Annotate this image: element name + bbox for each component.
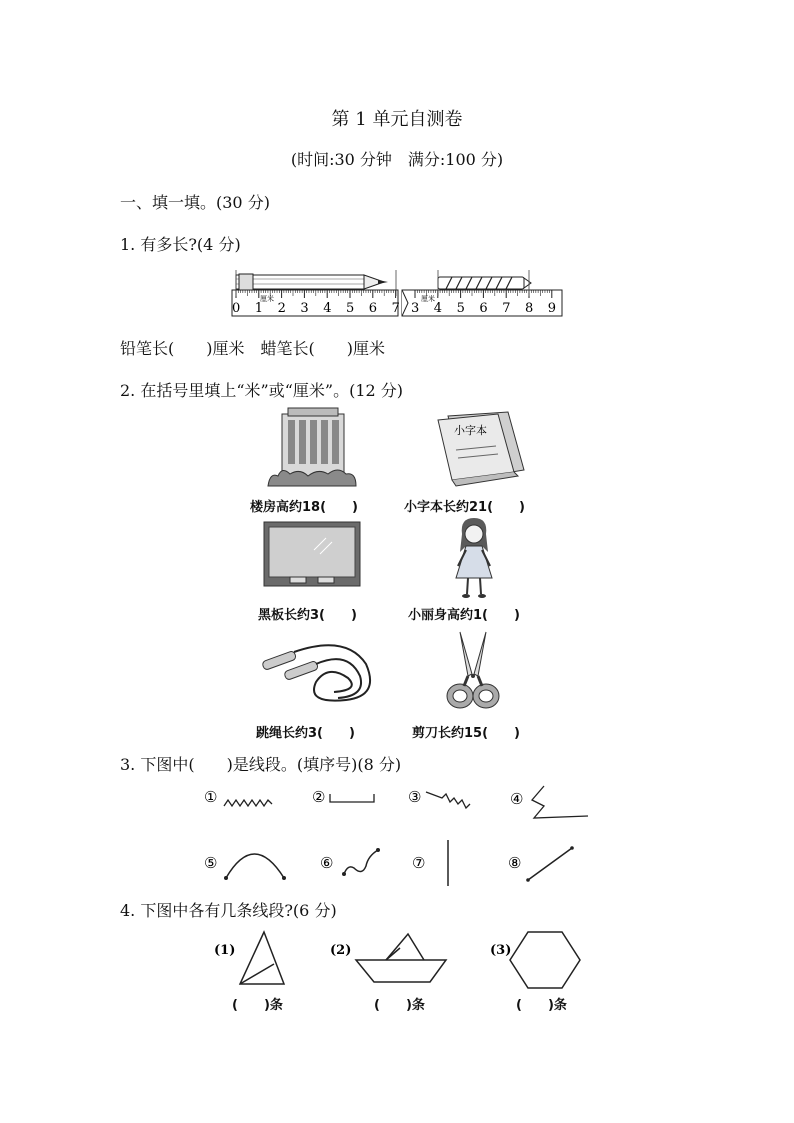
rulers-figure [226,266,568,322]
ruler-label: 6 [368,301,378,316]
ruler-label: 8 [525,301,534,316]
pencil-icon [236,274,388,290]
ruler-label: 4 [433,301,443,316]
scissors-icon [442,630,504,714]
answer-1: ( )条 [232,998,283,1013]
question-3-prompt: 3. 下图中( )是线段。(填序号)(8 分) [120,755,402,774]
marker-3: ③ [408,788,422,806]
ruler-label: 7 [391,301,400,316]
right-ruler [402,290,562,316]
ruler-label: 9 [547,301,557,316]
crayon-icon [438,277,531,289]
section-heading: 一、填一填。(30 分) [120,193,270,212]
marker-1: ① [204,788,218,806]
caption-scissors: 剪刀长约15( ) [412,726,520,741]
notebook-icon [434,410,526,490]
answer-2: ( )条 [374,998,425,1013]
ruler-label: 3 [411,301,420,316]
question-4-prompt: 4. 下图中各有几条线段?(6 分) [120,901,337,920]
left-ruler [232,290,400,316]
question-1-prompt: 1. 有多长?(4 分) [120,235,241,254]
marker-7: ⑦ [412,854,426,872]
figure-label-2: (2) [330,943,352,958]
ruler-label: 1 [254,301,264,316]
blackboard-icon [262,520,362,590]
ruler-label: 3 [300,301,309,316]
figure-label-3: (3) [490,943,512,958]
marker-8: ⑧ [508,854,522,872]
caption-building: 楼房高约18( ) [250,500,358,515]
page-title: 第 1 单元自测卷 [331,109,463,130]
notebook-label: 小字本 [454,424,487,437]
caption-blackboard: 黑板长约3( ) [258,608,357,623]
figure-label-1: (1) [214,943,236,958]
marker-5: ⑤ [204,854,218,872]
jump-rope-icon [256,634,380,710]
ruler-label: 5 [456,301,465,316]
answer-3: ( )条 [516,998,567,1013]
marker-6: ⑥ [320,854,334,872]
ruler-label: 6 [479,301,488,316]
caption-girl: 小丽身高约1( ) [408,608,520,623]
caption-notebook: 小字本长约21( ) [404,500,525,515]
marker-2: ② [312,788,326,806]
ruler-label: 7 [502,301,511,316]
question-2-prompt: 2. 在括号里填上“米”或“厘米”。(12 分) [120,381,404,400]
unit-mark: 厘米 [260,295,274,303]
page-subtitle: (时间:30 分钟 满分:100 分) [290,150,504,169]
girl-icon [452,516,496,600]
ruler-label: 4 [323,301,332,316]
building-icon [266,406,358,488]
ruler-label: 2 [277,301,286,316]
ruler-label: 0 [232,301,241,316]
caption-jump-rope: 跳绳长约3( ) [256,726,355,741]
unit-mark: 厘米 [421,295,435,303]
ruler-label: 5 [346,301,355,316]
segments-figure [196,780,596,890]
marker-4: ④ [510,790,524,808]
question-1-answer: 铅笔长( )厘米 蜡笔长( )厘米 [120,339,385,358]
